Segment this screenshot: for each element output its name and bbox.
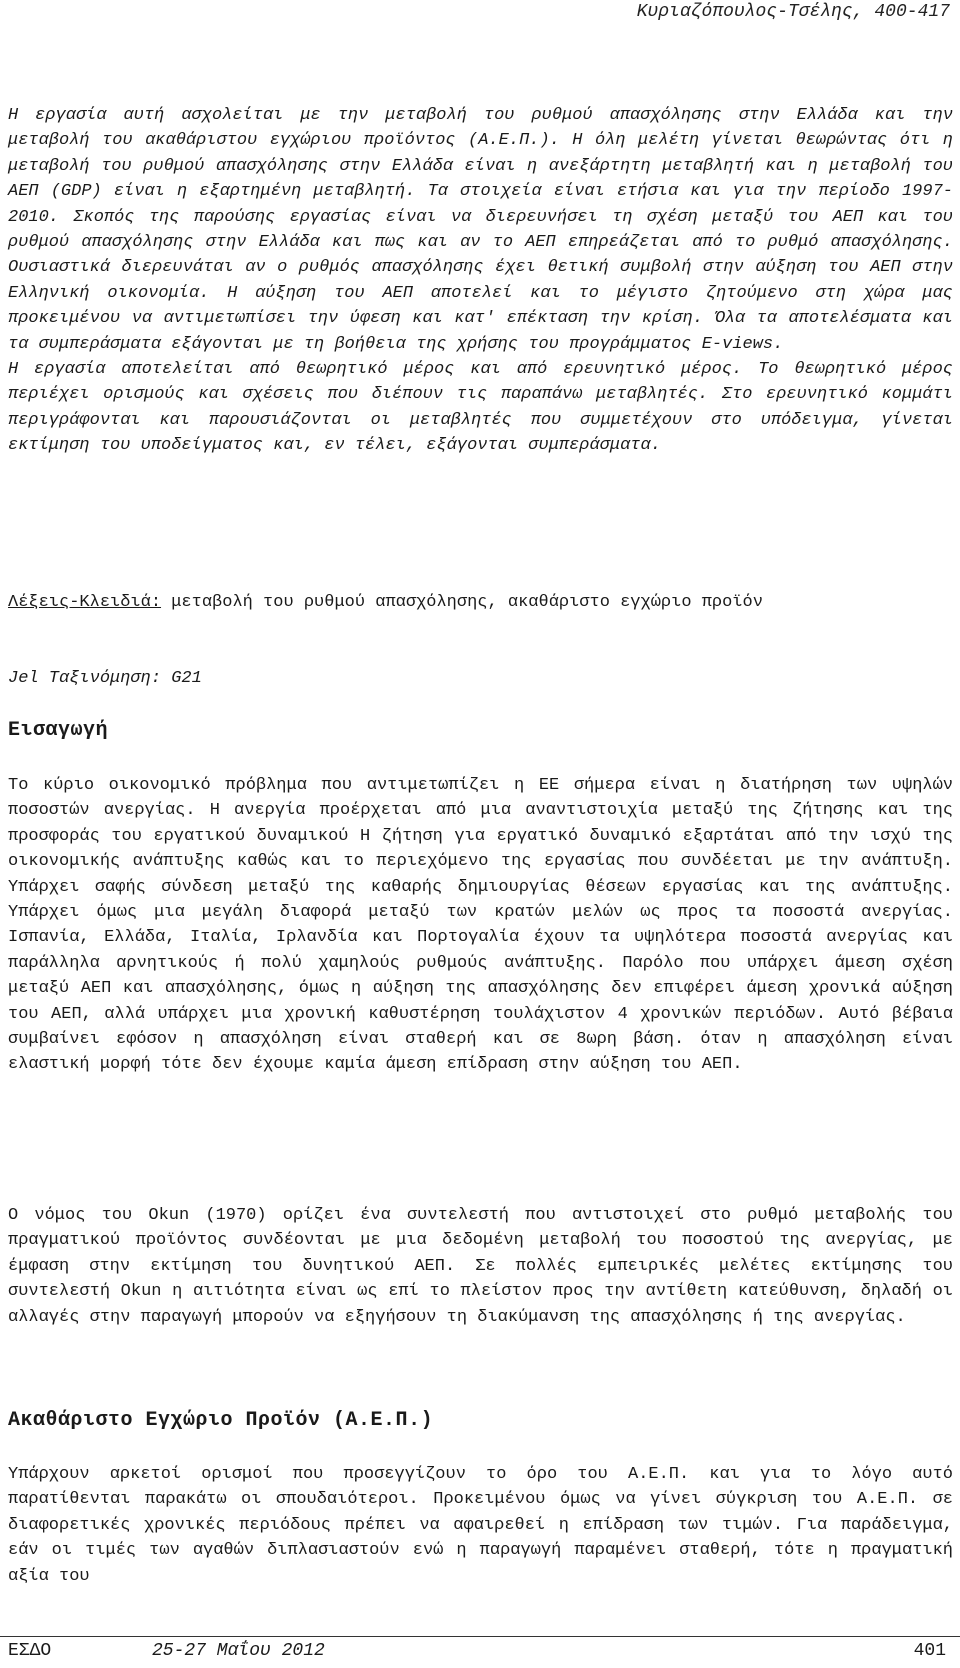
abstract [8,103,953,459]
page-footer [0,1636,960,1668]
introduction-paragraph-2: Ο νόμος του Okun (1970) ορίζει ένα συντελεστή που αντιστοιχεί στο ρυθμό μεταβολής του πραγματικού προϊόντος συνδέονται με μια δεδομένη μεταβολή του ποσοστού της ανεργίας, με έμφαση στην εκτίμηση του δυνητικού ΑΕΠ. Σε πολλές εμπειρικές μελέτες εκτίμησης του συντελεστή Okun η αιτιότητα είναι ως επί το πλείστον προς την αντίθετη κατεύθυνση, δηλαδή οι αλλαγές στην παραγωγή μπορούν να εξηγήσουν τη διακύμανση της απασχόλησης ή της ανεργίας. [8,1206,953,1327]
keywords-text: μεταβολή του ρυθμού απασχόλησης, ακαθάριστο εγχώριο προϊόν [171,593,763,612]
footer-conference: ΕΣΔΟ [8,1641,52,1661]
abstract-paragraph-2: Η εργασία αποτελείται από θεωρητικό μέρος και από ερευνητικό μέρος. Το θεωρητικό μέρος περιέχει ορισμούς και σχέσεις που διέπουν τις παραπάνω μεταβλητές. Στο ερευνητικό κομμάτι περιγράφονται και παρουσιάζονται οι μεταβλητές που συμμετέχουν στο υπόδειγμα, γίνεται εκτίμηση του υποδείγματος και, εν τέλει, εξάγονται συμπεράσματα. [8,360,953,456]
abstract-paragraph-1: Η εργασία αυτή ασχολείται με την μεταβολή του ρυθμού απασχόλησης στην Ελλάδα και την μεταβολή του ακαθάριστου εγχώριου προϊόντος (Α.Ε.Π.). Η όλη μελέτη γίνεται θεωρώντας ότι η μεταβολή του ρυθμού απασχόλησης στην Ελλάδα είναι η ανεξάρτητη μεταβλητή και η μεταβολή του ΑΕΠ (GDP) είναι η εξαρτημένη μεταβλητή. Τα στοιχεία είναι ετήσια και για την περίοδο 1997-2010. Σκοπός της παρούσης εργασίας είναι να διερευνήσει τη σχέση μεταξύ του ΑΕΠ και του ρυθμού απασχόλησης στην Ελλάδα και πως και αν το ΑΕΠ επηρεάζεται από το ρυθμό απασχόλησης. Ουσιαστικά διερευνάται αν ο ρυθμός απασχόλησης έχει θετική συμβολή στην αύξηση του ΑΕΠ στην Ελληνική οικονομία. Η αύξηση του ΑΕΠ αποτελεί και το μέγιστο ζητούμενο στη χώρα μας προκειμένου να αντιμετωπίσει την ύφεση και κατ' επέκταση την κρίση. Όλα τα αποτελέσματα και τα συμπεράσματα εξάγονται με τη βοήθεια της χρήσης του προγράμματος E-views. [8,106,953,354]
page-number: 401 [913,1641,946,1661]
keywords [8,590,953,615]
introduction-heading: Εισαγωγή [8,719,109,742]
jel-classification: Jel Ταξινόμηση: G21 [8,669,202,688]
aep-section-paragraph: Υπάρχουν αρκετοί ορισμοί που προσεγγίζουν το όρο του Α.Ε.Π. και για το λόγο αυτό παρατίθενται παρακάτω οι σπουδαιότεροι. Προκειμένου όμως να γίνει σύγκριση του Α.Ε.Π. σε διαφορετικές χρονικές περιόδους πρέπει να αφαιρεθεί η επίδραση των τιμών. Για παράδειγμα, εάν οι τιμές των αγαθών διπλασιαστούν ενώ η παραγωγή παραμένει σταθερή, τότε η πραγματική αξία του [8,1465,953,1586]
aep-section-heading: Ακαθάριστο Εγχώριο Προϊόν (Α.Ε.Π.) [8,1409,434,1432]
running-head: Κυριαζόπουλος-Τσέλης, 400-417 [636,2,950,22]
introduction-paragraph-1: Το κύριο οικονομικό πρόβλημα που αντιμετωπίζει η ΕΕ σήμερα είναι η διατήρηση των υψηλών ποσοστών ανεργίας. Η ανεργία προέρχεται από μια αναντιστοιχία μεταξύ της ζήτησης και της προσφοράς του εργατικού δυναμικού Η ζήτηση για εργατικό δυναμικό εξαρτάται από την ισχύ της οικονομικής ανάπτυξης καθώς και το περιεχόμενο της εργασίας που συνδέεται με την ανάπτυξη. Υπάρχει σαφής σύνδεση μεταξύ της καθαρής δημιουργίας θέσεων εργασίας και της ανάπτυξης. Υπάρχει όμως μια μεγάλη διαφορά μεταξύ των κρατών μελών ως προς τα ποσοστά ανεργίας. Ισπανία, Ελλάδα, Ιταλία, Ιρλανδία και Πορτογαλία έχουν τα υψηλότερα ποσοστά ανεργίας και παράλληλα αρνητικούς ή πολύ χαμηλούς ρυθμούς ανάπτυξης. Παρόλο που υπάρχει άμεση σχέση μεταξύ ΑΕΠ και απασχόλησης, όμως η αύξηση της απασχόλησης δεν επιφέρει άμεση χρονικά αύξηση του ΑΕΠ, αλλά υπάρχει μια χρονική καθυστέρηση τουλάχιστον 4 χρονικών περιόδων. Αυτό βέβαια συμβαίνει εφόσον η απασχόληση είναι σταθερή και σε 8ωρη βάση. όταν η απασχόληση είναι ελαστική μορφή τότε δεν έχουμε καμία άμεση επίδραση στην αύξηση του ΑΕΠ. [8,776,953,1075]
keywords-label: Λέξεις-Κλειδιά: [8,593,162,612]
footer-date: 25-27 Μαΐου 2012 [152,1641,325,1661]
